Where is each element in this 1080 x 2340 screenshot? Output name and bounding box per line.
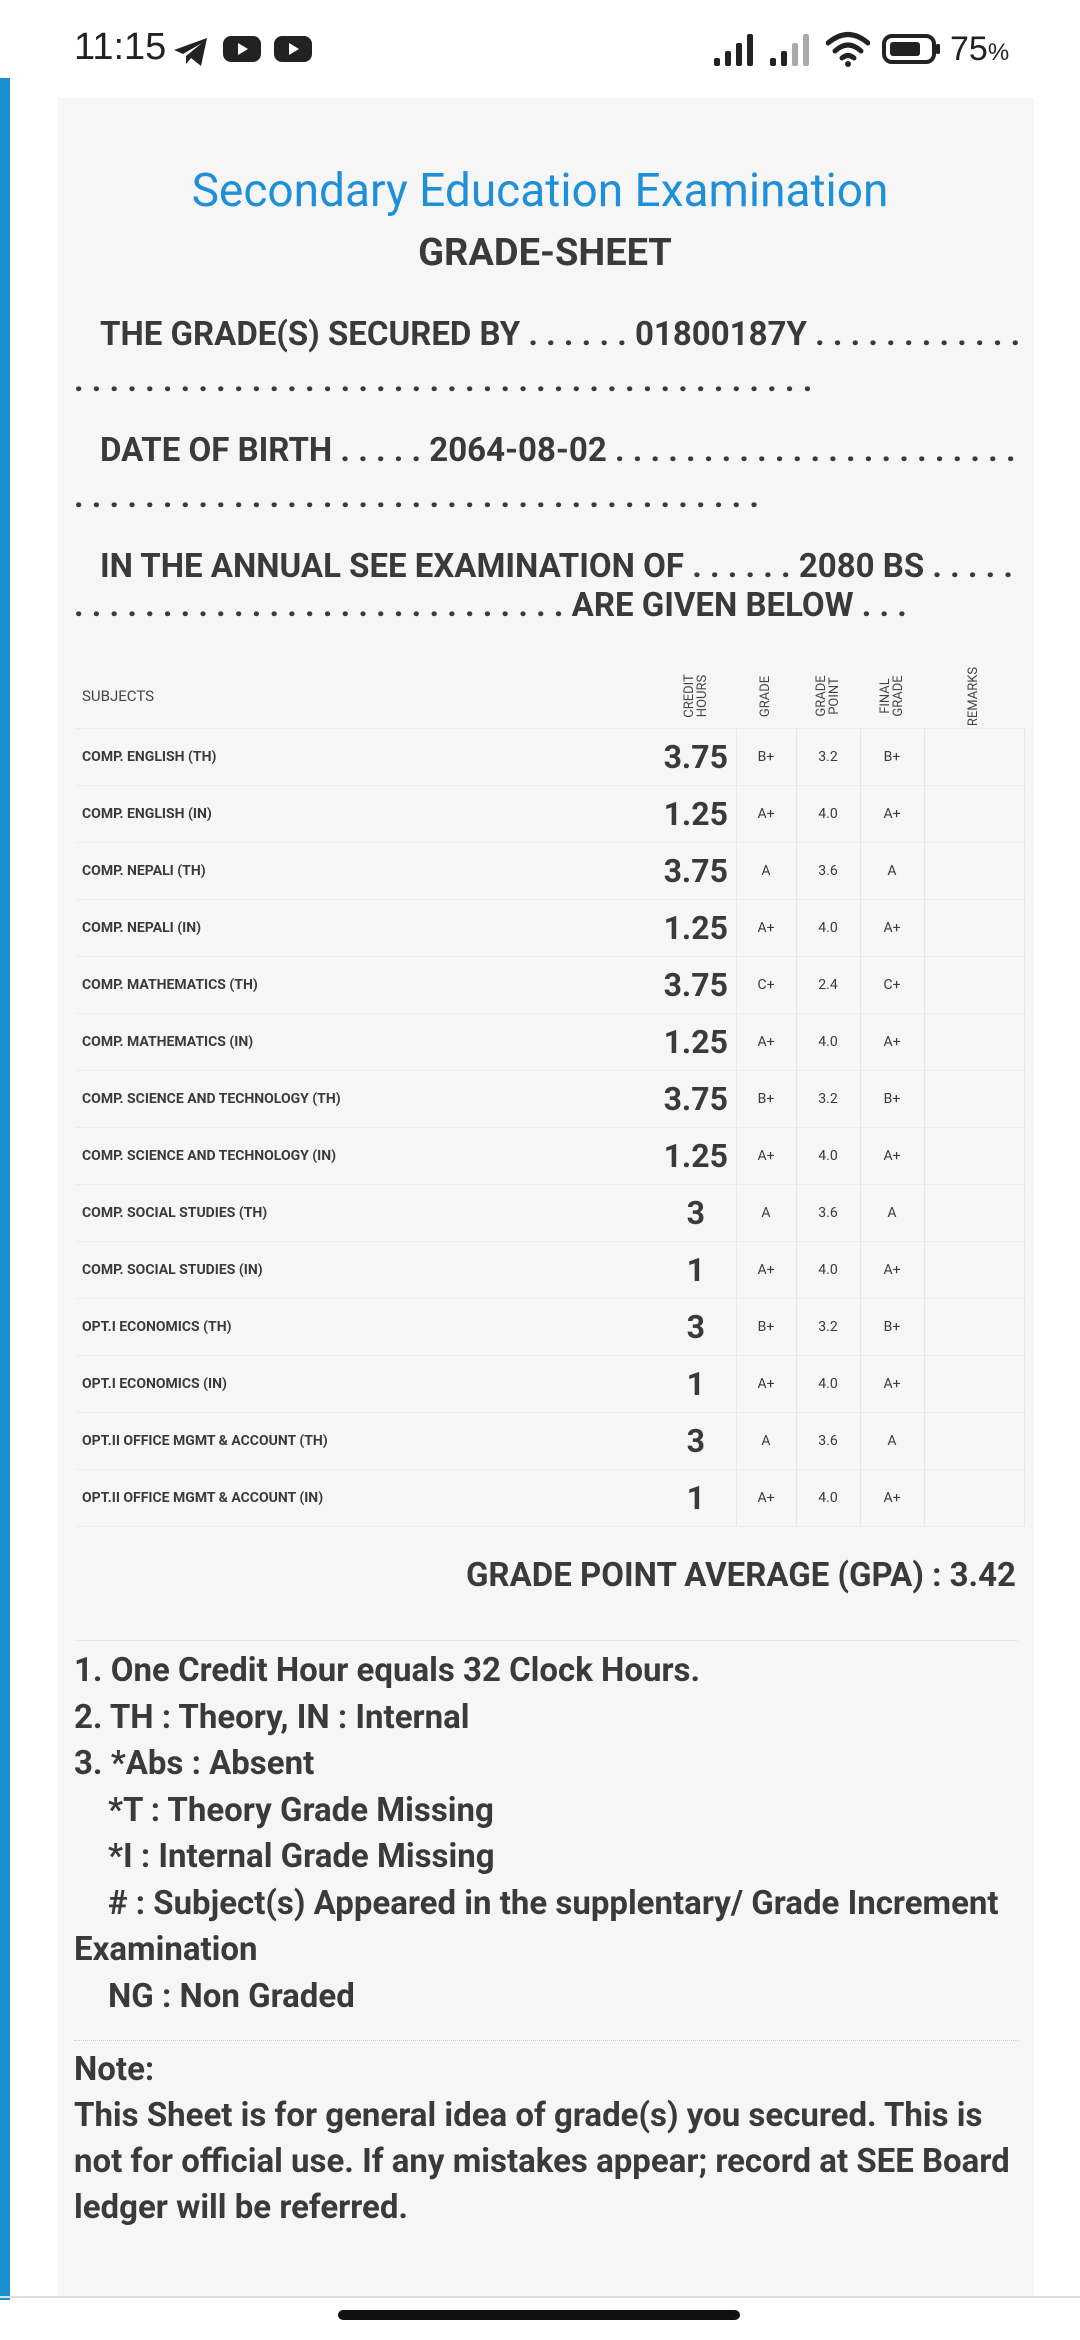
table-header-row: [76, 664, 1024, 729]
grade-point-cell: 4.0: [796, 1356, 860, 1413]
grade-cell: B+: [736, 1299, 796, 1356]
remarks-cell: [924, 1299, 1024, 1356]
final-grade-cell: A: [860, 1185, 924, 1242]
final-grade-cell: A: [860, 1413, 924, 1470]
table-row: [76, 900, 1024, 957]
grade-point-cell: 4.0: [796, 1014, 860, 1071]
subject-cell: OPT.I ECONOMICS (IN): [76, 1356, 656, 1413]
remarks-cell: [924, 729, 1024, 786]
remarks-cell: [924, 1071, 1024, 1128]
credit-hours-cell: 1.25: [656, 900, 736, 957]
grade-cell: A: [736, 1185, 796, 1242]
battery-icon: [882, 34, 942, 64]
note-line: *T : Theory Grade Missing: [108, 1790, 494, 1830]
grade-cell: C+: [736, 957, 796, 1014]
credit-hours-cell: 3.75: [656, 957, 736, 1014]
grade-cell: A: [736, 1413, 796, 1470]
final-grade-cell: B+: [860, 729, 924, 786]
remarks-cell: [924, 1185, 1024, 1242]
subject-cell: OPT.I ECONOMICS (TH): [76, 1299, 656, 1356]
grade-point-cell: 3.2: [796, 1071, 860, 1128]
table-row: [76, 843, 1024, 900]
exam-line: IN THE ANNUAL SEE EXAMINATION OF . . . . . . 2080 BS . . . . .: [100, 548, 1014, 586]
secured-by-line: THE GRADE(S) SECURED BY . . . . . . 01800187Y . . . . . . . . . . . .: [100, 316, 1021, 354]
grade-cell: B+: [736, 729, 796, 786]
note-line: *I : Internal Grade Missing: [108, 1837, 495, 1876]
wifi-icon: [826, 30, 870, 68]
grade-point-cell: 3.2: [796, 729, 860, 786]
final-grade-cell: A: [860, 843, 924, 900]
signal-icon: [712, 32, 756, 68]
final-grade-cell: A+: [860, 900, 924, 957]
table-row: [76, 1356, 1024, 1413]
grade-point-cell: 3.6: [796, 1185, 860, 1242]
note-heading: Note:: [74, 2050, 155, 2089]
grade-point-cell: 2.4: [796, 957, 860, 1014]
grade-point-cell: 4.0: [796, 1128, 860, 1185]
header-grade-point: GRADE POINT: [796, 664, 860, 729]
final-grade-cell: B+: [860, 1071, 924, 1128]
subject-cell: COMP. SOCIAL STUDIES (TH): [76, 1185, 656, 1242]
subject-cell: COMP. NEPALI (IN): [76, 900, 656, 957]
table-row: [76, 1299, 1024, 1356]
disclaimer-note: [74, 2047, 1024, 2231]
remarks-cell: [924, 1242, 1024, 1299]
status-bar: [0, 0, 1080, 96]
bottom-divider: [0, 2296, 1080, 2298]
exam-title: Secondary Education Examination: [191, 164, 889, 218]
secured-by-dots: . . . . . . . . . . . . . . . . . . . . . . . . . . . . . . . . . . . . . . . . . .: [74, 362, 813, 400]
subject-cell: COMP. NEPALI (TH): [76, 843, 656, 900]
header-remarks: REMARKS: [924, 664, 1024, 729]
header-credit-hours: CREDIT HOURS: [656, 664, 736, 729]
remarks-cell: [924, 843, 1024, 900]
grade-point-cell: 4.0: [796, 1242, 860, 1299]
exam-dots: . . . . . . . . . . . . . . . . . . . . . . . . . . . . ARE GIVEN BELOW . . .: [74, 587, 907, 625]
grade-cell: A+: [736, 1014, 796, 1071]
grade-point-cell: 4.0: [796, 1470, 860, 1527]
grade-sheet-heading: GRADE-SHEET: [418, 231, 672, 275]
note-line: 3. *Abs : Absent: [74, 1744, 315, 1783]
credit-hours-cell: 3: [656, 1413, 736, 1470]
grade-cell: A+: [736, 1242, 796, 1299]
credit-hours-cell: 1: [656, 1356, 736, 1413]
subject-cell: COMP. MATHEMATICS (IN): [76, 1014, 656, 1071]
youtube-icon: [222, 34, 262, 64]
credit-hours-cell: 1: [656, 1470, 736, 1527]
header-subjects: SUBJECTS: [76, 664, 656, 729]
grade-cell: A: [736, 843, 796, 900]
grade-cell: A+: [736, 1128, 796, 1185]
credit-hours-cell: 3.75: [656, 1071, 736, 1128]
table-row: [76, 1071, 1024, 1128]
credit-hours-cell: 3: [656, 1185, 736, 1242]
table-row: [76, 786, 1024, 843]
signal-icon: [768, 32, 812, 68]
legend-notes: [74, 1648, 1024, 2020]
credit-hours-cell: 1.25: [656, 786, 736, 843]
grade-cell: A+: [736, 1356, 796, 1413]
grades-table: [76, 664, 1025, 1527]
table-row: [76, 1242, 1024, 1299]
header-final-grade: FINAL GRADE: [860, 664, 924, 729]
remarks-cell: [924, 786, 1024, 843]
remarks-cell: [924, 1014, 1024, 1071]
note-line: NG : Non Graded: [108, 1976, 355, 2016]
gpa-summary: GRADE POINT AVERAGE (GPA) : 3.42: [465, 1556, 1016, 1595]
subject-cell: OPT.II OFFICE MGMT & ACCOUNT (IN): [76, 1470, 656, 1527]
remarks-cell: [924, 900, 1024, 957]
credit-hours-cell: 1: [656, 1242, 736, 1299]
note-line: 2. TH : Theory, IN : Internal: [74, 1697, 470, 1737]
grade-point-cell: 4.0: [796, 786, 860, 843]
remarks-cell: [924, 957, 1024, 1014]
subject-cell: COMP. SCIENCE AND TECHNOLOGY (TH): [76, 1071, 656, 1128]
remarks-cell: [924, 1356, 1024, 1413]
remarks-cell: [924, 1413, 1024, 1470]
final-grade-cell: A+: [860, 1128, 924, 1185]
subject-cell: COMP. SOCIAL STUDIES (IN): [76, 1242, 656, 1299]
grade-point-cell: 3.6: [796, 843, 860, 900]
final-grade-cell: A+: [860, 786, 924, 843]
note-body: This Sheet is for general idea of grade(s) you secured. This is not for official use. If any mistakes appear; record at SEE Board ledger will be referred.: [74, 2096, 1010, 2227]
telegram-icon: [172, 36, 210, 68]
credit-hours-cell: 1.25: [656, 1014, 736, 1071]
youtube-icon: [273, 34, 313, 64]
final-grade-cell: C+: [860, 957, 924, 1014]
header-grade: GRADE: [736, 664, 796, 729]
note-line: # : Subject(s) Appeared in the supplentary/ Grade Increment: [108, 1883, 999, 1923]
grade-cell: B+: [736, 1071, 796, 1128]
subject-cell: OPT.II OFFICE MGMT & ACCOUNT (TH): [76, 1413, 656, 1470]
subject-cell: COMP. ENGLISH (TH): [76, 729, 656, 786]
final-grade-cell: A+: [860, 1014, 924, 1071]
credit-hours-cell: 3.75: [656, 729, 736, 786]
final-grade-cell: B+: [860, 1299, 924, 1356]
grade-cell: A+: [736, 900, 796, 957]
credit-hours-cell: 3: [656, 1299, 736, 1356]
battery-percent: 75%: [950, 30, 1010, 68]
table-row: [76, 1185, 1024, 1242]
note-line: 1. One Credit Hour equals 32 Clock Hours.: [74, 1651, 701, 1690]
remarks-cell: [924, 1470, 1024, 1527]
grade-point-cell: 4.0: [796, 900, 860, 957]
table-row: [76, 957, 1024, 1014]
grade-point-cell: 3.6: [796, 1413, 860, 1470]
final-grade-cell: A+: [860, 1356, 924, 1413]
table-row: [76, 1128, 1024, 1185]
accent-bar: [0, 78, 10, 2300]
table-row: [76, 1413, 1024, 1470]
grade-cell: A+: [736, 1470, 796, 1527]
remarks-cell: [924, 1128, 1024, 1185]
final-grade-cell: A+: [860, 1242, 924, 1299]
grade-point-cell: 3.2: [796, 1299, 860, 1356]
dob-dots: . . . . . . . . . . . . . . . . . . . . . . . . . . . . . . . . . . . . . . .: [74, 478, 759, 516]
credit-hours-cell: 3.75: [656, 843, 736, 900]
table-row: [76, 1014, 1024, 1071]
home-indicator[interactable]: [338, 2310, 740, 2320]
subject-cell: COMP. MATHEMATICS (TH): [76, 957, 656, 1014]
subject-cell: COMP. SCIENCE AND TECHNOLOGY (IN): [76, 1128, 656, 1185]
credit-hours-cell: 1.25: [656, 1128, 736, 1185]
subject-cell: COMP. ENGLISH (IN): [76, 786, 656, 843]
dotted-divider: [74, 2040, 1018, 2041]
table-row: [76, 729, 1024, 786]
final-grade-cell: A+: [860, 1470, 924, 1527]
divider: [74, 1640, 1018, 1641]
grade-cell: A+: [736, 786, 796, 843]
table-row: [76, 1470, 1024, 1527]
status-time: 11:15: [74, 26, 167, 68]
dob-line: DATE OF BIRTH . . . . . 2064-08-02 . . . . . . . . . . . . . . . . . . . . . . .: [100, 432, 1016, 470]
note-line: Examination: [74, 1930, 258, 1969]
